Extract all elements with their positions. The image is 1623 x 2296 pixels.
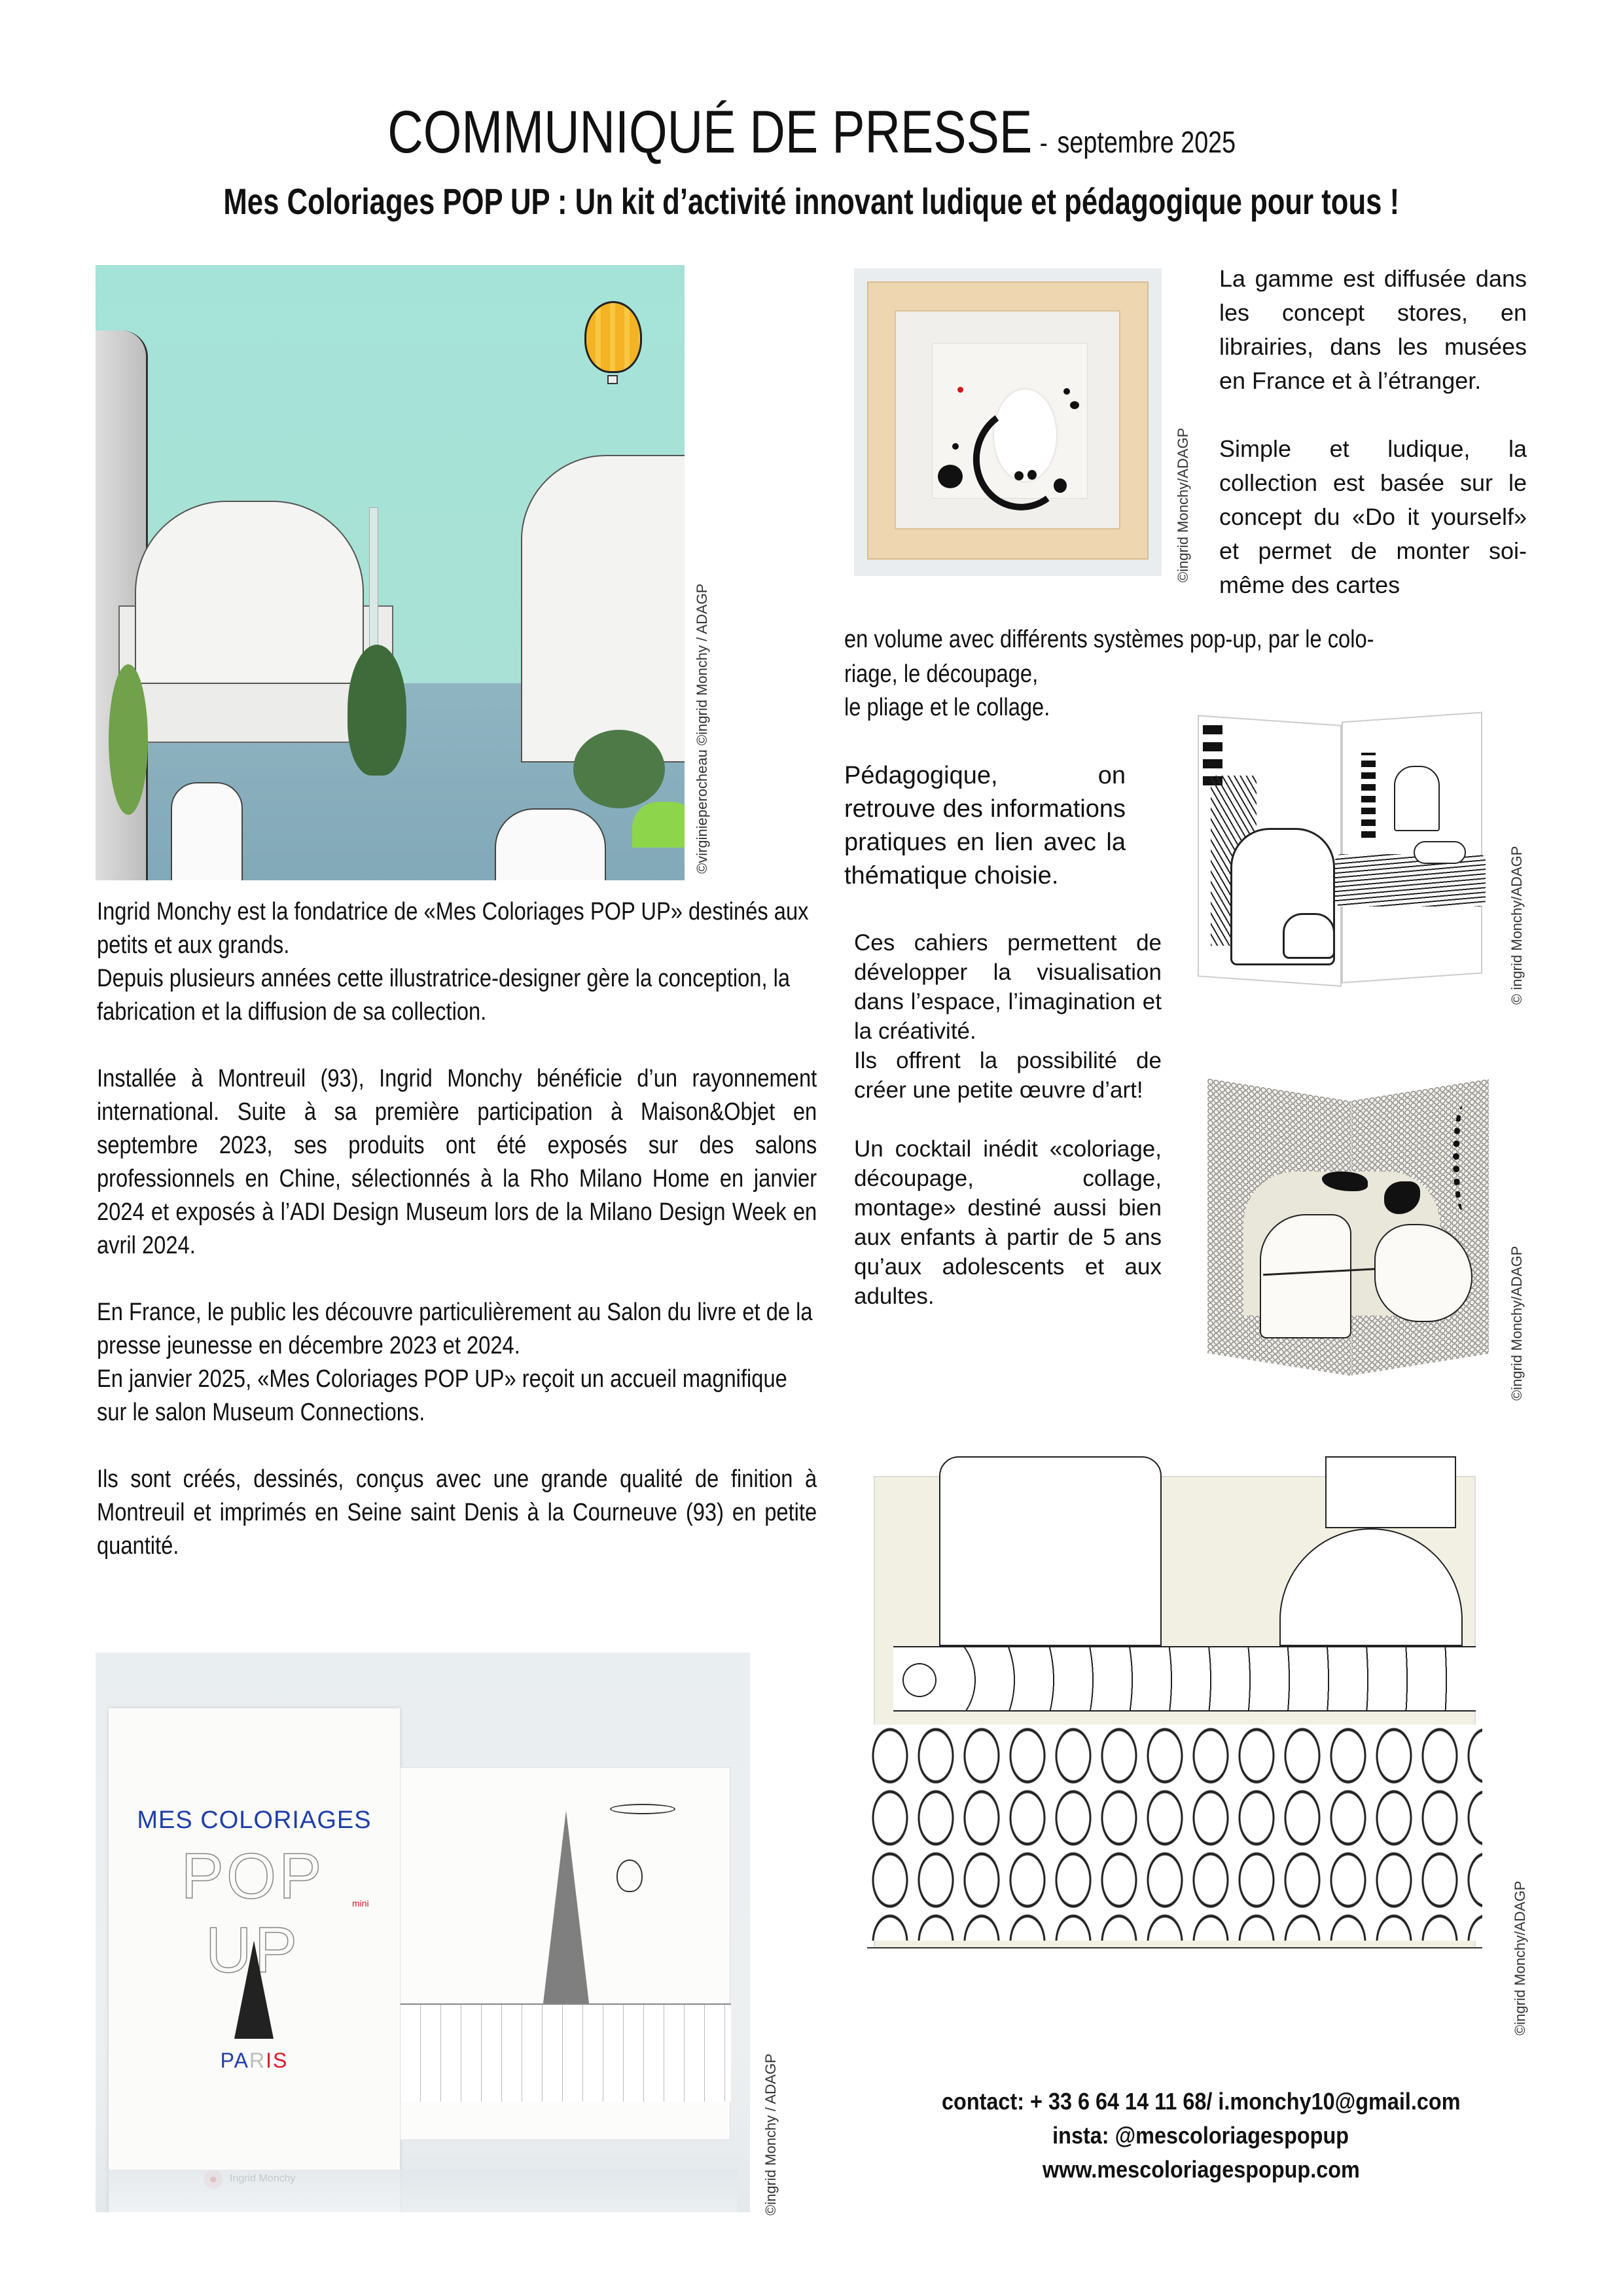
quay-people-sketch: [401, 2003, 731, 2102]
simple-ludique-paragraph: Simple et ludique, la collection est basée sur le concept du «Do it yourself» et permet de monter soi-même des cartes: [1219, 435, 1527, 598]
paper-figure-stroller: [171, 782, 243, 880]
house-icon: [1325, 1456, 1456, 1528]
cahiers-paragraph: Ces cahiers permettent de développer la visualisation dans l’espace, l’imagination et la créativité.: [854, 930, 1162, 1044]
headline-text: Mes Coloriages POP UP : Un kit d’activité innovant ludique et pédagogique pour tous !: [223, 181, 1400, 222]
wolf-cub-icon: [1283, 913, 1335, 959]
photo-credit: ©ingrid Monchy/ADAGP: [1175, 427, 1191, 583]
pedagogic-paragraph: Pédagogique, on retrouve des informations pratiques en lien avec la thématique choisie.: [844, 762, 1126, 889]
bush-shape: [632, 802, 685, 848]
photo-credit: ©ingrid Monchy/ADAGP: [1512, 1880, 1528, 2036]
black-arc-shape: [965, 398, 1080, 518]
basilica-small-shape: [135, 501, 364, 684]
black-dot-icon: [1070, 401, 1079, 409]
booklet-cover: [109, 1708, 400, 2212]
frame-mat: [895, 310, 1120, 529]
cocktail-paragraph: Un cocktail inédit «coloriage, découpage, collage, montage» destiné aussi bien aux enfants à partir de 5 ans qu’aux adolescents et aux adultes.: [854, 1136, 1162, 1309]
international-paragraph: Installée à Montreuil (93), Ingrid Monchy bénéficie d’un rayonnement international. Suite à sa première participation à Maison&Objet en septembre 2023, ses produits ont été exposés sur des salons professionnels en Chine, sélectionnés à la Rho Milano Home en janvier 2024 et exposés à l’ADI Design Museum lors de la Milano Design Week en avril 2024.: [97, 1065, 817, 1259]
photo-credit: ©virginieperocheau ©ingrid Monchy / ADAGP: [694, 583, 710, 874]
photo-credit: ©ingrid Monchy / ADAGP: [762, 2053, 779, 2215]
forest-trees-icon: [867, 1725, 1482, 1941]
cloud-outline-icon: [610, 1804, 675, 1814]
black-dot-icon: [938, 465, 963, 488]
release-date: septembre 2025: [1057, 125, 1236, 159]
acrylic-stand: [109, 2170, 737, 2212]
distribution-text-block: [1219, 262, 1527, 602]
popup-systems-line: en volume avec différents systèmes pop-up, par le colo-: [844, 626, 1374, 653]
artwork-card: [932, 343, 1088, 499]
cover-title: MES COLORIAGES: [137, 1806, 372, 1834]
log-icon: [1335, 854, 1486, 906]
black-dot-icon: [1027, 470, 1037, 480]
benefits-text-block: [854, 928, 1162, 1311]
headline: [0, 180, 1623, 223]
wolves-popup-photo: [1185, 697, 1492, 998]
france-paragraph: En France, le public les découvre particulièrement au Salon du livre et de la presse jeunesse en décembre 2023 et 2024. En janvier 2025, «Mes Coloriages POP UP» reçoit un accueil magnifique sur le salon Museum Connections.: [97, 1299, 813, 1426]
production-paragraph: Ils sont créés, dessinés, conçus avec une grande qualité de finition à Montreuil et imprimés en Seine saint Denis à la Courneuve (93) en petite quantité.: [97, 1465, 817, 1560]
balloon-outline-icon: [616, 1859, 643, 1892]
tree-icon: [573, 730, 665, 808]
dragon-spikes-icon: [1453, 1106, 1472, 1211]
left-column-text: [97, 895, 817, 1563]
press-release-header: [0, 98, 1623, 167]
tree-icon: [348, 645, 406, 776]
paris-booklet-photo: [96, 1653, 750, 2212]
website-link[interactable]: www.mescoloriagespopup.com: [1042, 2156, 1360, 2183]
photo-credit: ©ingrid Monchy/ADAGP: [1508, 1246, 1525, 1401]
photo-credit: © ingrid Monchy/ADAGP: [1508, 846, 1525, 1005]
red-dot-icon: [957, 387, 963, 393]
row-of-faces-icon: [893, 1646, 1476, 1712]
path-with-birds: [867, 1947, 1482, 1993]
distribution-paragraph: La gamme est diffusée dans les concept stores, en librairies, dans les musées en France et à l’étranger.: [1219, 265, 1527, 394]
balloon-basket-icon: [607, 375, 618, 384]
hot-air-balloon-icon: [584, 301, 642, 373]
knight-on-horse-icon: [1260, 1214, 1351, 1338]
contact-phone-email[interactable]: contact: + 33 6 64 14 11 68/ i.monchy10@gmail.com: [941, 2088, 1461, 2115]
black-dot-icon: [1054, 478, 1067, 493]
paper-figure-family: [495, 808, 606, 880]
page-title: COMMUNIQUÉ DE PRESSE: [387, 99, 1033, 166]
eiffel-tower-popup-icon: [541, 1810, 591, 2020]
oeuvre-paragraph: Ils offrent la possibilité de créer une petite œuvre d’art!: [854, 1048, 1162, 1103]
wolf-cubs-sleeping-icon: [1414, 841, 1466, 864]
cover-popup-outline-text: POP UP: [181, 1840, 325, 1986]
contact-block: [844, 2085, 1558, 2187]
cover-city: PARIS: [220, 2049, 289, 2072]
eiffel-tower-icon: [234, 1941, 274, 2039]
miro-frame-photo: [854, 268, 1162, 576]
basilica-large-shape: [521, 455, 685, 762]
founder-paragraph: Ingrid Monchy est la fondatrice de «Mes Coloriages POP UP» destinés aux petits et aux grands. Depuis plusieurs années cette illustratrice-designer gère la conception, la fabrication et la diffusion de sa collection.: [97, 898, 809, 1026]
dragon-popup-photo: [1191, 1067, 1499, 1381]
black-dot-icon: [1014, 471, 1024, 480]
black-dot-icon: [952, 443, 959, 450]
booklet-popup-page: [400, 1767, 730, 2140]
giant-kings-gnomes-popup-photo: [854, 1437, 1495, 2006]
wooden-frame: [867, 281, 1149, 560]
title-separator: -: [1039, 127, 1048, 159]
birch-trunk-icon: [1361, 753, 1376, 838]
black-dot-icon: [1063, 388, 1070, 395]
tree-icon: [109, 664, 148, 815]
popup-systems-continued: riage, le découpage, le pliage et le collage.: [844, 660, 1050, 721]
montmartre-popup-photo: [96, 265, 685, 880]
giant-legs-icon: [939, 1456, 1162, 1646]
instagram-handle[interactable]: insta: @mescoloriagespopup: [1052, 2122, 1349, 2149]
wolf-standing-icon: [1394, 766, 1440, 831]
cover-mini-label: mini: [352, 1898, 369, 1909]
